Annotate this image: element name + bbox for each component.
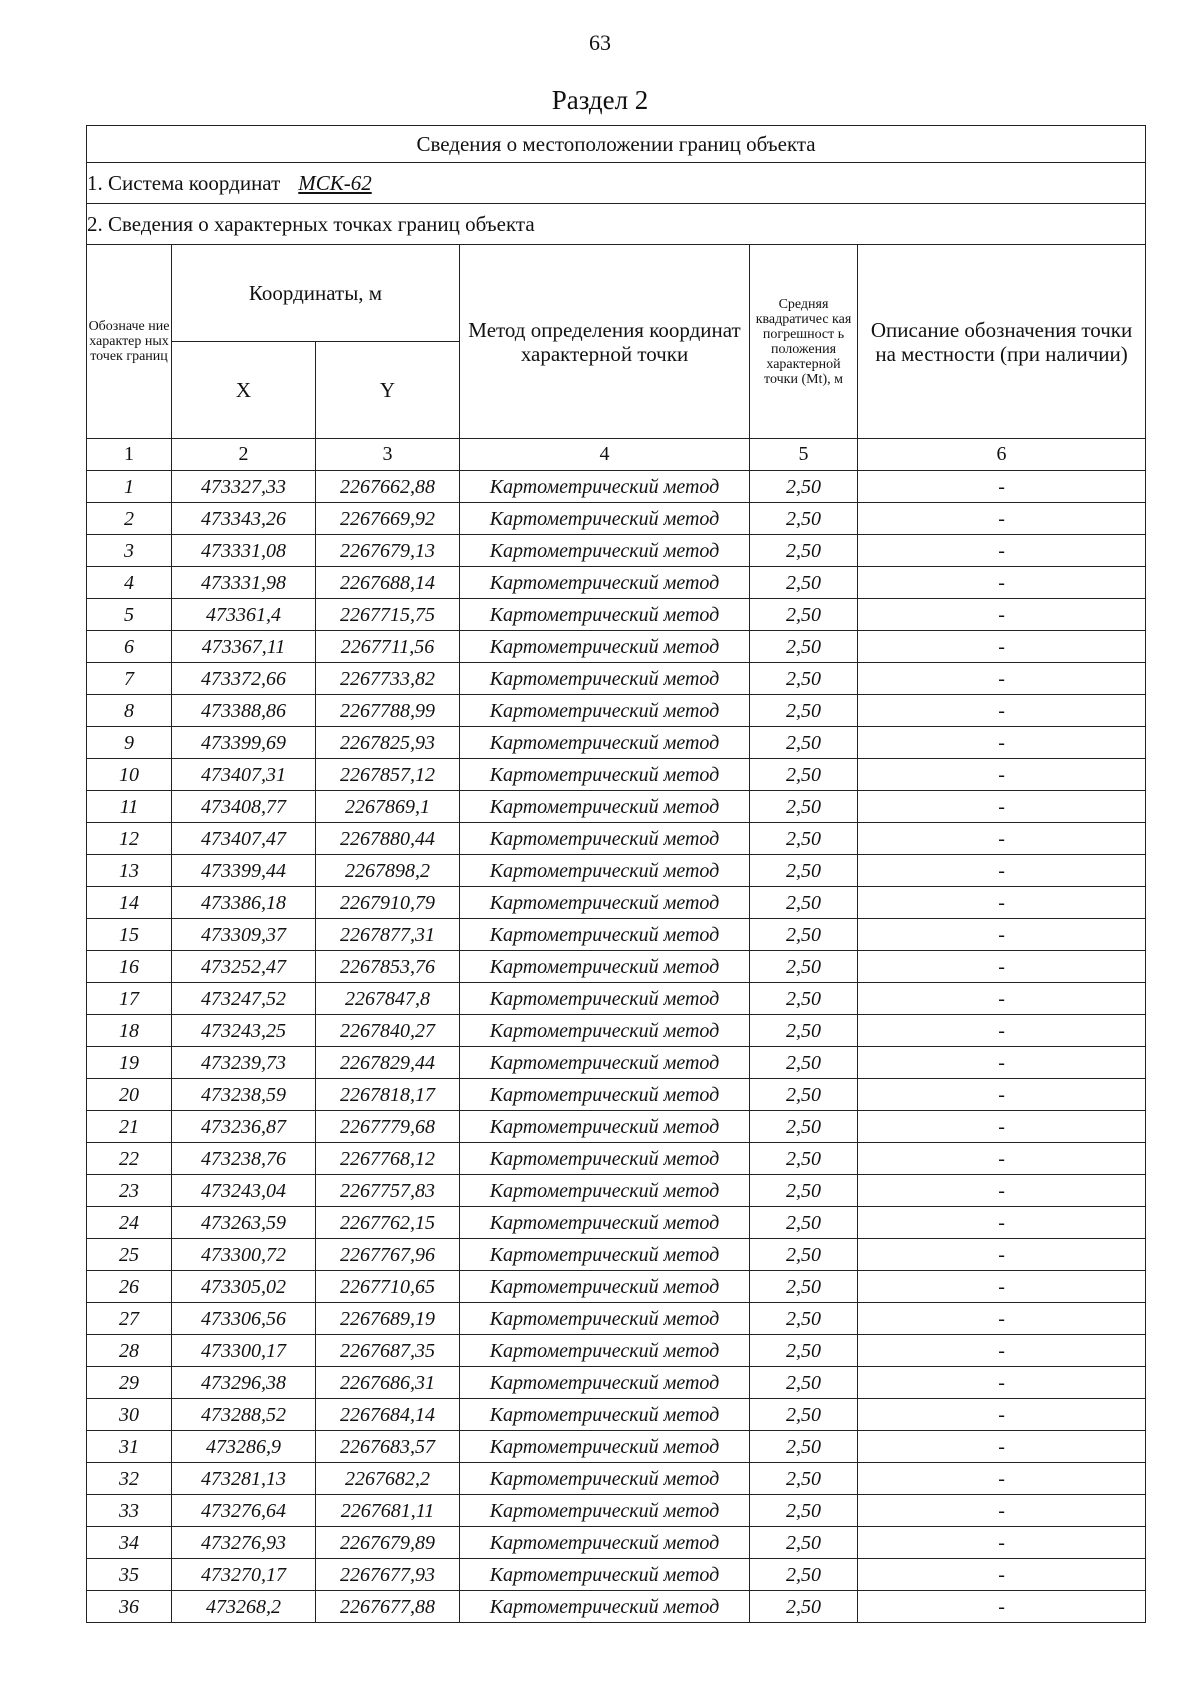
- page-number: 63: [589, 30, 611, 55]
- column-number: 4: [460, 439, 750, 471]
- cell-method: Картометрический метод: [460, 791, 750, 823]
- cell-y: 2267818,17: [316, 1079, 460, 1111]
- cell-x: 473268,2: [172, 1591, 316, 1623]
- cell-method: Картометрический метод: [460, 1495, 750, 1527]
- cell-x: 473288,52: [172, 1399, 316, 1431]
- coordinate-system-label: 1. Система координат: [87, 170, 281, 195]
- table-row: [87, 1463, 1146, 1495]
- cell-x: 473276,93: [172, 1527, 316, 1559]
- coordinate-system-row: [87, 163, 1146, 204]
- cell-point-id: 30: [87, 1399, 172, 1431]
- header-x: X: [172, 342, 316, 439]
- column-number: 2: [172, 439, 316, 471]
- cell-description: -: [858, 1143, 1146, 1175]
- cell-method: Картометрический метод: [460, 1335, 750, 1367]
- cell-method: Картометрический метод: [460, 951, 750, 983]
- cell-y: 2267788,99: [316, 695, 460, 727]
- header-error: Средняя квадратичес кая погрешност ь положения характерной точки (Mt), м: [750, 245, 858, 439]
- cell-description: -: [858, 1399, 1146, 1431]
- cell-description: -: [858, 855, 1146, 887]
- cell-y: 2267847,8: [316, 983, 460, 1015]
- cell-x: 473236,87: [172, 1111, 316, 1143]
- table-row: [87, 1143, 1146, 1175]
- cell-x: 473331,98: [172, 567, 316, 599]
- cell-method: Картометрический метод: [460, 663, 750, 695]
- cell-point-id: 26: [87, 1271, 172, 1303]
- cell-description: -: [858, 1079, 1146, 1111]
- cell-method: Картометрический метод: [460, 1527, 750, 1559]
- cell-x: 473243,04: [172, 1175, 316, 1207]
- cell-error: 2,50: [750, 1431, 858, 1463]
- table-row: [87, 919, 1146, 951]
- points-section-title: 2. Сведения о характерных точках границ объекта: [87, 204, 1146, 245]
- cell-description: -: [858, 1207, 1146, 1239]
- cell-description: -: [858, 663, 1146, 695]
- cell-x: 473238,76: [172, 1143, 316, 1175]
- cell-method: Картометрический метод: [460, 887, 750, 919]
- cell-y: 2267910,79: [316, 887, 460, 919]
- column-number: 1: [87, 439, 172, 471]
- table-row: [87, 1303, 1146, 1335]
- cell-y: 2267684,14: [316, 1399, 460, 1431]
- cell-y: 2267840,27: [316, 1015, 460, 1047]
- cell-x: 473367,11: [172, 631, 316, 663]
- cell-description: -: [858, 1335, 1146, 1367]
- cell-error: 2,50: [750, 599, 858, 631]
- cell-description: -: [858, 727, 1146, 759]
- cell-point-id: 20: [87, 1079, 172, 1111]
- header-method: Метод определения координат характерной точки: [460, 245, 750, 439]
- cell-error: 2,50: [750, 951, 858, 983]
- cell-description: -: [858, 1591, 1146, 1623]
- cell-y: 2267689,19: [316, 1303, 460, 1335]
- cell-x: 473388,86: [172, 695, 316, 727]
- cell-error: 2,50: [750, 855, 858, 887]
- cell-x: 473252,47: [172, 951, 316, 983]
- cell-point-id: 5: [87, 599, 172, 631]
- cell-error: 2,50: [750, 1175, 858, 1207]
- cell-error: 2,50: [750, 1015, 858, 1047]
- cell-point-id: 21: [87, 1111, 172, 1143]
- table-row: [87, 599, 1146, 631]
- cell-y: 2267669,92: [316, 503, 460, 535]
- cell-y: 2267686,31: [316, 1367, 460, 1399]
- cell-point-id: 11: [87, 791, 172, 823]
- cell-description: -: [858, 951, 1146, 983]
- cell-x: 473407,31: [172, 759, 316, 791]
- cell-x: 473327,33: [172, 471, 316, 503]
- cell-x: 473296,38: [172, 1367, 316, 1399]
- cell-description: -: [858, 503, 1146, 535]
- table-row: [87, 1015, 1146, 1047]
- cell-method: Картометрический метод: [460, 1559, 750, 1591]
- cell-method: Картометрический метод: [460, 759, 750, 791]
- cell-x: 473331,08: [172, 535, 316, 567]
- cell-description: -: [858, 1175, 1146, 1207]
- cell-y: 2267715,75: [316, 599, 460, 631]
- cell-point-id: 29: [87, 1367, 172, 1399]
- cell-point-id: 8: [87, 695, 172, 727]
- cell-error: 2,50: [750, 1527, 858, 1559]
- cell-error: 2,50: [750, 631, 858, 663]
- cell-x: 473343,26: [172, 503, 316, 535]
- cell-y: 2267679,13: [316, 535, 460, 567]
- cell-point-id: 10: [87, 759, 172, 791]
- cell-point-id: 22: [87, 1143, 172, 1175]
- cell-error: 2,50: [750, 887, 858, 919]
- table-row: [87, 1399, 1146, 1431]
- cell-error: 2,50: [750, 1367, 858, 1399]
- cell-point-id: 13: [87, 855, 172, 887]
- table-row: [87, 695, 1146, 727]
- cell-error: 2,50: [750, 663, 858, 695]
- table-row: [87, 855, 1146, 887]
- cell-y: 2267662,88: [316, 471, 460, 503]
- cell-point-id: 7: [87, 663, 172, 695]
- table-row: [87, 1367, 1146, 1399]
- cell-x: 473386,18: [172, 887, 316, 919]
- cell-y: 2267825,93: [316, 727, 460, 759]
- cell-x: 473276,64: [172, 1495, 316, 1527]
- table-row: [87, 727, 1146, 759]
- cell-method: Картометрический метод: [460, 1111, 750, 1143]
- cell-y: 2267767,96: [316, 1239, 460, 1271]
- cell-description: -: [858, 471, 1146, 503]
- table-row: [87, 1591, 1146, 1623]
- table-row: [87, 535, 1146, 567]
- cell-x: 473372,66: [172, 663, 316, 695]
- cell-y: 2267757,83: [316, 1175, 460, 1207]
- cell-error: 2,50: [750, 759, 858, 791]
- cell-x: 473407,47: [172, 823, 316, 855]
- cell-method: Картометрический метод: [460, 567, 750, 599]
- cell-method: Картометрический метод: [460, 631, 750, 663]
- cell-description: -: [858, 1015, 1146, 1047]
- column-number-row: [87, 439, 1146, 471]
- cell-point-id: 17: [87, 983, 172, 1015]
- cell-description: -: [858, 1463, 1146, 1495]
- cell-error: 2,50: [750, 567, 858, 599]
- cell-point-id: 36: [87, 1591, 172, 1623]
- cell-y: 2267898,2: [316, 855, 460, 887]
- cell-x: 473305,02: [172, 1271, 316, 1303]
- cell-point-id: 12: [87, 823, 172, 855]
- cell-y: 2267710,65: [316, 1271, 460, 1303]
- cell-description: -: [858, 631, 1146, 663]
- table-row: [87, 1111, 1146, 1143]
- cell-y: 2267853,76: [316, 951, 460, 983]
- table-row: [87, 1527, 1146, 1559]
- header-y: Y: [316, 342, 460, 439]
- cell-x: 473306,56: [172, 1303, 316, 1335]
- cell-method: Картометрический метод: [460, 599, 750, 631]
- table-row: [87, 1495, 1146, 1527]
- cell-error: 2,50: [750, 535, 858, 567]
- column-number: 6: [858, 439, 1146, 471]
- cell-method: Картометрический метод: [460, 471, 750, 503]
- header-coordinates: Координаты, м: [172, 245, 460, 342]
- table-row: [87, 567, 1146, 599]
- table-row: [87, 791, 1146, 823]
- cell-point-id: 34: [87, 1527, 172, 1559]
- table-row: [87, 1431, 1146, 1463]
- table-row: [87, 887, 1146, 919]
- cell-method: Картометрический метод: [460, 983, 750, 1015]
- cell-x: 473399,69: [172, 727, 316, 759]
- table-row: [87, 1335, 1146, 1367]
- table-row: [87, 759, 1146, 791]
- cell-point-id: 1: [87, 471, 172, 503]
- table-row: [87, 1175, 1146, 1207]
- table-row: [87, 1079, 1146, 1111]
- cell-x: 473247,52: [172, 983, 316, 1015]
- cell-description: -: [858, 823, 1146, 855]
- cell-method: Картометрический метод: [460, 1207, 750, 1239]
- cell-x: 473300,17: [172, 1335, 316, 1367]
- cell-x: 473270,17: [172, 1559, 316, 1591]
- table-row: [87, 663, 1146, 695]
- cell-error: 2,50: [750, 1495, 858, 1527]
- cell-point-id: 24: [87, 1207, 172, 1239]
- cell-error: 2,50: [750, 1463, 858, 1495]
- cell-description: -: [858, 791, 1146, 823]
- cell-point-id: 15: [87, 919, 172, 951]
- cell-y: 2267677,93: [316, 1559, 460, 1591]
- cell-y: 2267857,12: [316, 759, 460, 791]
- cell-error: 2,50: [750, 1079, 858, 1111]
- table-title: Сведения о местоположении границ объекта: [87, 126, 1146, 163]
- cell-method: Картометрический метод: [460, 1591, 750, 1623]
- cell-error: 2,50: [750, 1271, 858, 1303]
- cell-y: 2267688,14: [316, 567, 460, 599]
- cell-description: -: [858, 759, 1146, 791]
- cell-point-id: 32: [87, 1463, 172, 1495]
- cell-y: 2267880,44: [316, 823, 460, 855]
- cell-description: -: [858, 1271, 1146, 1303]
- cell-error: 2,50: [750, 1111, 858, 1143]
- cell-method: Картометрический метод: [460, 1079, 750, 1111]
- section-title: Раздел 2: [551, 85, 649, 115]
- cell-point-id: 6: [87, 631, 172, 663]
- cell-y: 2267711,56: [316, 631, 460, 663]
- coordinate-system-value: МСК-62: [298, 170, 372, 195]
- table-row: [87, 823, 1146, 855]
- cell-point-id: 14: [87, 887, 172, 919]
- cell-point-id: 16: [87, 951, 172, 983]
- cell-y: 2267679,89: [316, 1527, 460, 1559]
- cell-error: 2,50: [750, 695, 858, 727]
- cell-description: -: [858, 567, 1146, 599]
- cell-x: 473286,9: [172, 1431, 316, 1463]
- cell-point-id: 2: [87, 503, 172, 535]
- cell-x: 473238,59: [172, 1079, 316, 1111]
- cell-x: 473361,4: [172, 599, 316, 631]
- cell-description: -: [858, 1527, 1146, 1559]
- cell-error: 2,50: [750, 1335, 858, 1367]
- table-row: [87, 1047, 1146, 1079]
- cell-method: Картометрический метод: [460, 1303, 750, 1335]
- cell-description: -: [858, 1367, 1146, 1399]
- cell-point-id: 19: [87, 1047, 172, 1079]
- cell-description: -: [858, 1239, 1146, 1271]
- cell-point-id: 9: [87, 727, 172, 759]
- cell-description: -: [858, 887, 1146, 919]
- cell-error: 2,50: [750, 1591, 858, 1623]
- cell-x: 473243,25: [172, 1015, 316, 1047]
- cell-error: 2,50: [750, 727, 858, 759]
- cell-method: Картометрический метод: [460, 1399, 750, 1431]
- cell-method: Картометрический метод: [460, 1047, 750, 1079]
- cell-method: Картометрический метод: [460, 855, 750, 887]
- cell-error: 2,50: [750, 983, 858, 1015]
- cell-description: -: [858, 1111, 1146, 1143]
- cell-method: Картометрический метод: [460, 503, 750, 535]
- column-number: 3: [316, 439, 460, 471]
- header-point-designation: Обозначе ние характер ных точек границ: [87, 245, 172, 439]
- cell-y: 2267779,68: [316, 1111, 460, 1143]
- cell-point-id: 35: [87, 1559, 172, 1591]
- cell-method: Картометрический метод: [460, 823, 750, 855]
- cell-method: Картометрический метод: [460, 1239, 750, 1271]
- cell-y: 2267768,12: [316, 1143, 460, 1175]
- cell-method: Картометрический метод: [460, 695, 750, 727]
- cell-method: Картометрический метод: [460, 919, 750, 951]
- cell-description: -: [858, 1047, 1146, 1079]
- cell-method: Картометрический метод: [460, 535, 750, 567]
- table-row: [87, 503, 1146, 535]
- cell-description: -: [858, 695, 1146, 727]
- cell-y: 2267677,88: [316, 1591, 460, 1623]
- cell-point-id: 18: [87, 1015, 172, 1047]
- cell-error: 2,50: [750, 1559, 858, 1591]
- cell-description: -: [858, 1559, 1146, 1591]
- cell-y: 2267829,44: [316, 1047, 460, 1079]
- cell-error: 2,50: [750, 503, 858, 535]
- cell-y: 2267869,1: [316, 791, 460, 823]
- cell-x: 473300,72: [172, 1239, 316, 1271]
- cell-error: 2,50: [750, 1143, 858, 1175]
- cell-point-id: 28: [87, 1335, 172, 1367]
- cell-method: Картометрический метод: [460, 727, 750, 759]
- cell-method: Картометрический метод: [460, 1463, 750, 1495]
- cell-y: 2267877,31: [316, 919, 460, 951]
- cell-description: -: [858, 1303, 1146, 1335]
- cell-x: 473408,77: [172, 791, 316, 823]
- table-row: [87, 631, 1146, 663]
- cell-method: Картометрический метод: [460, 1143, 750, 1175]
- cell-point-id: 25: [87, 1239, 172, 1271]
- cell-x: 473263,59: [172, 1207, 316, 1239]
- cell-error: 2,50: [750, 823, 858, 855]
- cell-method: Картометрический метод: [460, 1367, 750, 1399]
- cell-y: 2267733,82: [316, 663, 460, 695]
- cell-method: Картометрический метод: [460, 1015, 750, 1047]
- header-description: Описание обозначения точки на местности (при наличии): [858, 245, 1146, 439]
- cell-x: 473399,44: [172, 855, 316, 887]
- table-row: [87, 951, 1146, 983]
- table-row: [87, 1239, 1146, 1271]
- cell-y: 2267682,2: [316, 1463, 460, 1495]
- cell-error: 2,50: [750, 1047, 858, 1079]
- cell-x: 473281,13: [172, 1463, 316, 1495]
- cell-point-id: 31: [87, 1431, 172, 1463]
- cell-error: 2,50: [750, 1239, 858, 1271]
- cell-description: -: [858, 919, 1146, 951]
- cell-point-id: 4: [87, 567, 172, 599]
- cell-description: -: [858, 599, 1146, 631]
- cell-y: 2267683,57: [316, 1431, 460, 1463]
- cell-method: Картометрический метод: [460, 1271, 750, 1303]
- table-row: [87, 1559, 1146, 1591]
- boundary-points-table: [86, 125, 1146, 1623]
- table-row: [87, 983, 1146, 1015]
- cell-description: -: [858, 535, 1146, 567]
- cell-point-id: 3: [87, 535, 172, 567]
- column-number: 5: [750, 439, 858, 471]
- cell-error: 2,50: [750, 471, 858, 503]
- cell-x: 473309,37: [172, 919, 316, 951]
- cell-error: 2,50: [750, 919, 858, 951]
- cell-point-id: 27: [87, 1303, 172, 1335]
- cell-point-id: 33: [87, 1495, 172, 1527]
- cell-description: -: [858, 1431, 1146, 1463]
- cell-x: 473239,73: [172, 1047, 316, 1079]
- cell-description: -: [858, 983, 1146, 1015]
- cell-y: 2267681,11: [316, 1495, 460, 1527]
- cell-error: 2,50: [750, 791, 858, 823]
- table-row: [87, 1207, 1146, 1239]
- cell-description: -: [858, 1495, 1146, 1527]
- cell-point-id: 23: [87, 1175, 172, 1207]
- cell-method: Картометрический метод: [460, 1431, 750, 1463]
- table-row: [87, 471, 1146, 503]
- cell-error: 2,50: [750, 1207, 858, 1239]
- cell-y: 2267762,15: [316, 1207, 460, 1239]
- cell-error: 2,50: [750, 1399, 858, 1431]
- cell-method: Картометрический метод: [460, 1175, 750, 1207]
- table-row: [87, 1271, 1146, 1303]
- cell-y: 2267687,35: [316, 1335, 460, 1367]
- cell-error: 2,50: [750, 1303, 858, 1335]
